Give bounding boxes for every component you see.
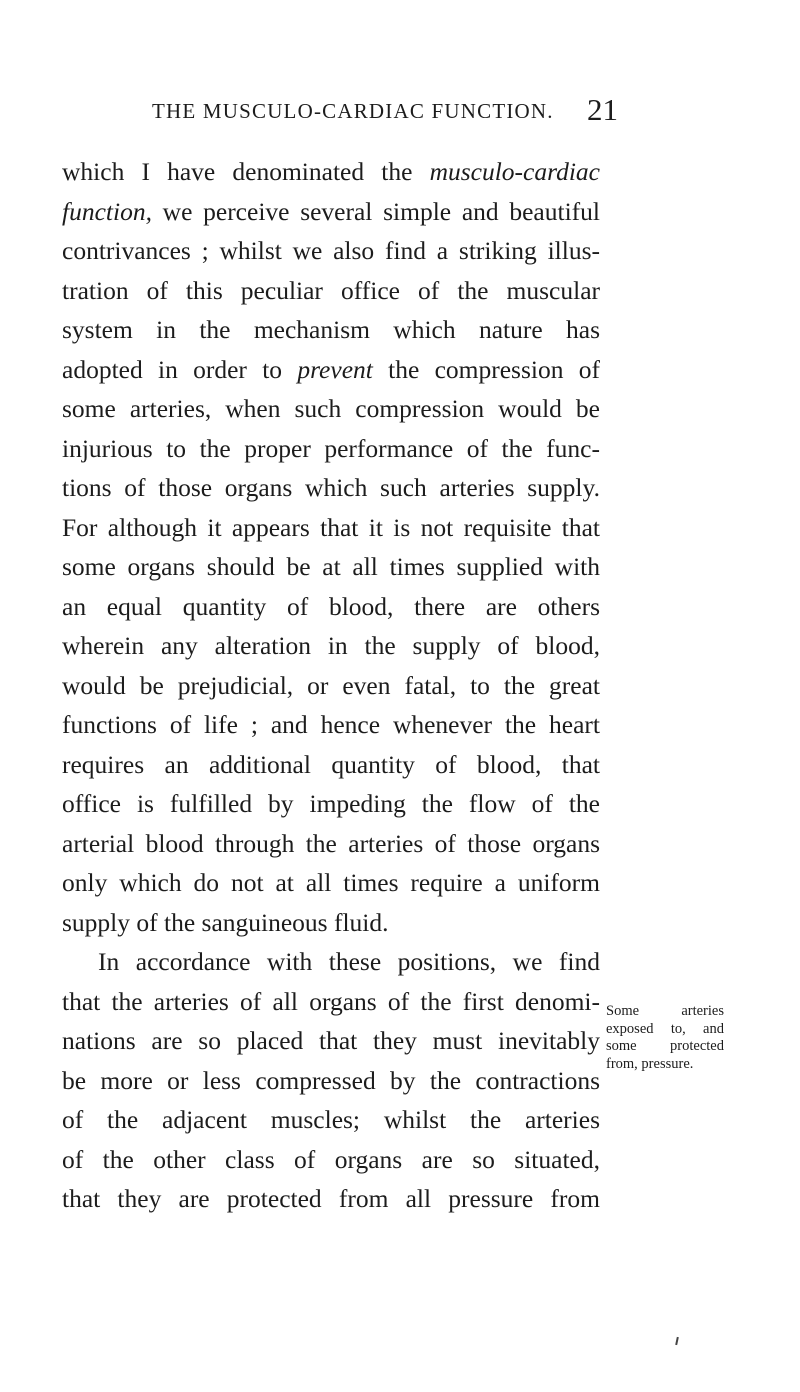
margin-note xyxy=(606,1003,724,1073)
text-segment: of the adjacent muscles; whilst the arteries xyxy=(62,1105,600,1134)
text-line xyxy=(62,468,600,508)
text-segment: adopted in order to xyxy=(62,354,298,384)
margin-note-line: Some arteries xyxy=(606,1003,724,1019)
text-segment: arterial blood through the arteries of those organs xyxy=(62,828,600,858)
text-line xyxy=(62,271,600,311)
print-speck xyxy=(675,1337,679,1345)
text-segment: be more or less compressed by the contractions xyxy=(62,1065,600,1095)
running-head: THE MUSCULO-CARDIAC FUNCTION. xyxy=(152,99,554,123)
text-segment: which I have denominated the xyxy=(62,157,430,186)
text-segment: would be prejudicial, or even fatal, to the great xyxy=(62,670,600,700)
italic-text: function, xyxy=(62,196,152,226)
text-segment: we perceive several simple and beautiful xyxy=(151,196,600,226)
page-header xyxy=(0,92,800,132)
text-line xyxy=(62,389,600,429)
text-line xyxy=(62,705,600,745)
text-line xyxy=(62,784,600,824)
text-line xyxy=(62,745,600,785)
text-line xyxy=(62,429,600,469)
text-line xyxy=(62,824,600,864)
text-line xyxy=(62,1061,600,1101)
italic-text: prevent xyxy=(297,354,373,384)
text-segment: wherein any alteration in the supply of blood, xyxy=(62,631,600,660)
text-segment: an equal quantity of blood, there are others xyxy=(62,591,600,621)
text-line xyxy=(62,863,600,903)
text-line xyxy=(62,666,600,706)
text-segment: system in the mechanism which nature has xyxy=(62,315,600,344)
text-line xyxy=(62,310,600,350)
text-line xyxy=(62,231,600,271)
text-line xyxy=(62,942,600,982)
text-segment: requires an additional quantity of blood, that xyxy=(62,749,600,779)
text-segment: some arteries, when such compression would be xyxy=(62,394,600,423)
margin-note-line: some protected xyxy=(606,1038,724,1054)
text-line xyxy=(62,192,600,232)
text-segment: tration of this peculiar office of the muscular xyxy=(62,275,600,305)
text-line xyxy=(62,1021,600,1061)
text-line xyxy=(62,1100,600,1140)
text-segment: In accordance with these positions, we find xyxy=(98,947,600,976)
margin-note-line: exposed to, and xyxy=(606,1020,724,1037)
margin-note-line: from, pressure. xyxy=(606,1055,694,1072)
text-line xyxy=(62,152,600,192)
text-line xyxy=(62,903,600,943)
text-line xyxy=(62,1179,600,1219)
text-line xyxy=(62,547,600,587)
text-line xyxy=(62,982,600,1022)
text-segment: injurious to the proper performance of the func- xyxy=(62,433,600,463)
italic-text: musculo-cardiac xyxy=(429,157,600,186)
text-line xyxy=(62,587,600,627)
text-segment: tions of those organs which such arteries supply. xyxy=(62,473,600,502)
text-segment: office is fulfilled by impeding the flow of the xyxy=(62,789,600,818)
text-segment: the compression of xyxy=(372,354,600,384)
text-segment: supply of the sanguineous fluid. xyxy=(62,907,389,937)
text-line xyxy=(62,350,600,390)
text-segment: nations are so placed that they must inevitably xyxy=(62,1026,600,1055)
text-segment: For although it appears that it is not requisite that xyxy=(62,512,600,542)
text-line xyxy=(62,626,600,666)
text-segment: functions of life ; and hence whenever the heart xyxy=(62,710,600,739)
text-segment: that they are protected from all pressure from xyxy=(62,1184,600,1213)
body-text xyxy=(62,152,600,1219)
text-segment: that the arteries of all organs of the first denomi- xyxy=(62,986,600,1016)
text-segment: contrivances ; whilst we also find a striking illus- xyxy=(62,236,600,265)
text-line xyxy=(62,508,600,548)
text-segment: only which do not at all times require a uniform xyxy=(62,868,600,897)
page-number: 21 xyxy=(587,92,618,127)
text-line xyxy=(62,1140,600,1180)
text-segment: some organs should be at all times supplied with xyxy=(62,552,600,581)
text-segment: of the other class of organs are so situated, xyxy=(62,1144,600,1174)
